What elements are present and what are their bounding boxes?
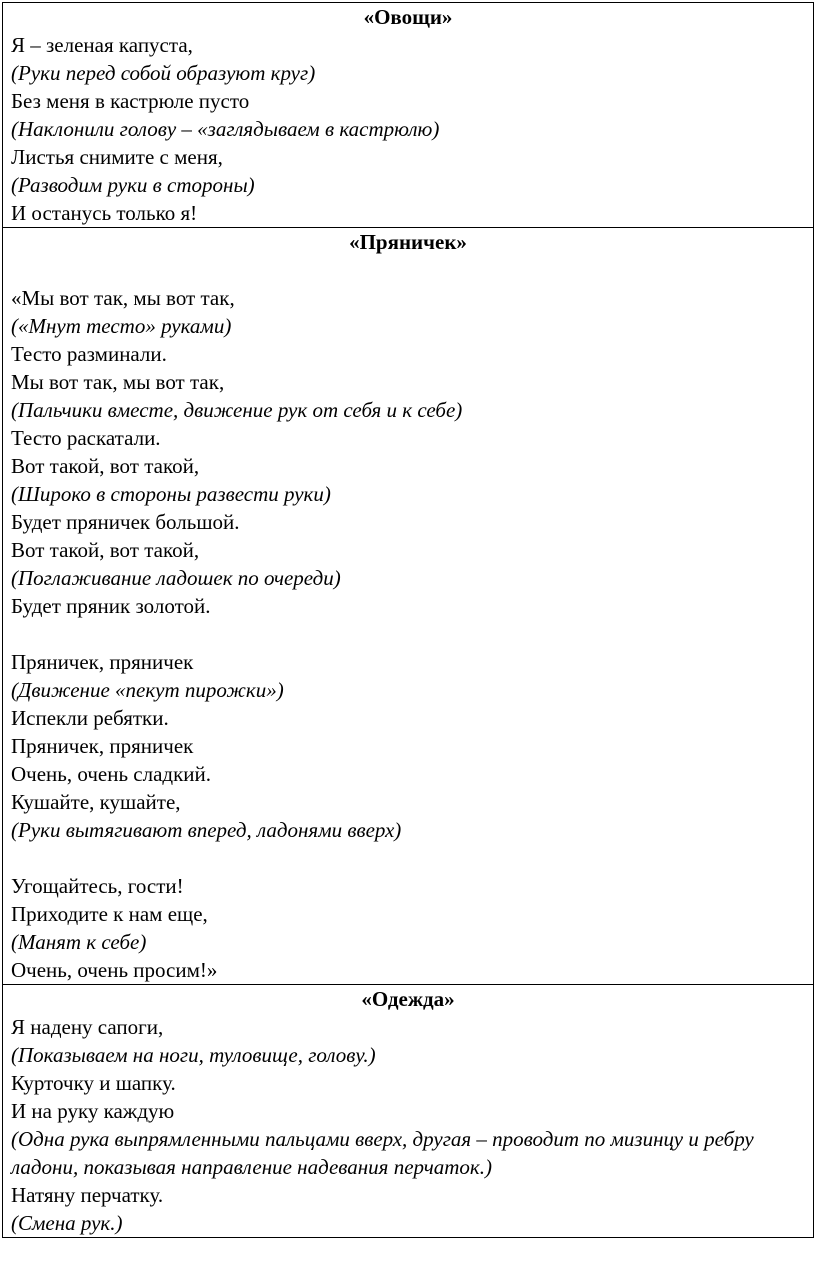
- poem-line: Кушайте, кушайте,: [11, 790, 181, 814]
- gesture-note: (Руки вытягивают вперед, ладонями вверх): [11, 818, 402, 842]
- gesture-note: (Смена рук.): [11, 1211, 123, 1235]
- blank-line: [11, 844, 805, 872]
- poem-line: Очень, очень просим!»: [11, 958, 218, 982]
- section-title: «Пряничек»: [349, 230, 467, 254]
- section-cell-clothes: [3, 985, 814, 1238]
- poem-line: Без меня в кастрюле пусто: [11, 89, 250, 113]
- gesture-note: («Мнут тесто» руками): [11, 314, 232, 338]
- poem-line: Испекли ребятки.: [11, 706, 169, 730]
- poems-table: [2, 2, 814, 1238]
- gesture-note: (Пальчики вместе, движение рук от себя и к себе): [11, 398, 463, 422]
- blank-line: [11, 256, 805, 284]
- gesture-note: (Движение «пекут пирожки»): [11, 678, 284, 702]
- poem-line: И останусь только я!: [11, 201, 198, 225]
- section-row-vegetables: [3, 3, 814, 228]
- poem-line: Натяну перчатку.: [11, 1183, 164, 1207]
- section-cell-gingerbread: [3, 228, 814, 985]
- poem-line: Будет пряничек большой.: [11, 510, 240, 534]
- blank-line: [11, 620, 805, 648]
- gesture-note: (Манят к себе): [11, 930, 147, 954]
- section-row-clothes: [3, 985, 814, 1238]
- gesture-note: (Показываем на ноги, туловище, голову.): [11, 1043, 376, 1067]
- section-row-gingerbread: [3, 228, 814, 985]
- poem-line: Курточку и шапку.: [11, 1071, 176, 1095]
- gesture-note: (Наклонили голову – «заглядываем в кастрюлю): [11, 117, 440, 141]
- poem-line: Тесто раскатали.: [11, 426, 161, 450]
- gesture-note: (Руки перед собой образуют круг): [11, 61, 316, 85]
- poem-line: Вот такой, вот такой,: [11, 538, 200, 562]
- poem-line: И на руку каждую: [11, 1099, 175, 1123]
- poem-line: Я – зеленая капуста,: [11, 33, 193, 57]
- gesture-note: (Разводим руки в стороны): [11, 173, 255, 197]
- gesture-note: (Широко в стороны развести руки): [11, 482, 331, 506]
- poem-line: Угощайтесь, гости!: [11, 874, 184, 898]
- section-title: «Одежда»: [361, 987, 455, 1011]
- poem-line: Пряничек, пряничек: [11, 734, 194, 758]
- poem-line: Пряничек, пряничек: [11, 650, 194, 674]
- poem-line: Будет пряник золотой.: [11, 594, 211, 618]
- poem-line: «Мы вот так, мы вот так,: [11, 286, 235, 310]
- section-title: «Овощи»: [363, 5, 453, 29]
- poem-line: Очень, очень сладкий.: [11, 762, 212, 786]
- poem-line: Листья снимите с меня,: [11, 145, 223, 169]
- gesture-note: (Одна рука выпрямленными пальцами вверх, другая – проводит по мизинцу и ребру ладони, показывая направление надевания перчаток.): [11, 1127, 754, 1179]
- poem-line: Я надену сапоги,: [11, 1015, 164, 1039]
- section-cell-vegetables: [3, 3, 814, 228]
- poem-line: Тесто разминали.: [11, 342, 167, 366]
- poem-line: Мы вот так, мы вот так,: [11, 370, 225, 394]
- gesture-note: (Поглаживание ладошек по очереди): [11, 566, 341, 590]
- poem-line: Вот такой, вот такой,: [11, 454, 200, 478]
- poem-line: Приходите к нам еще,: [11, 902, 208, 926]
